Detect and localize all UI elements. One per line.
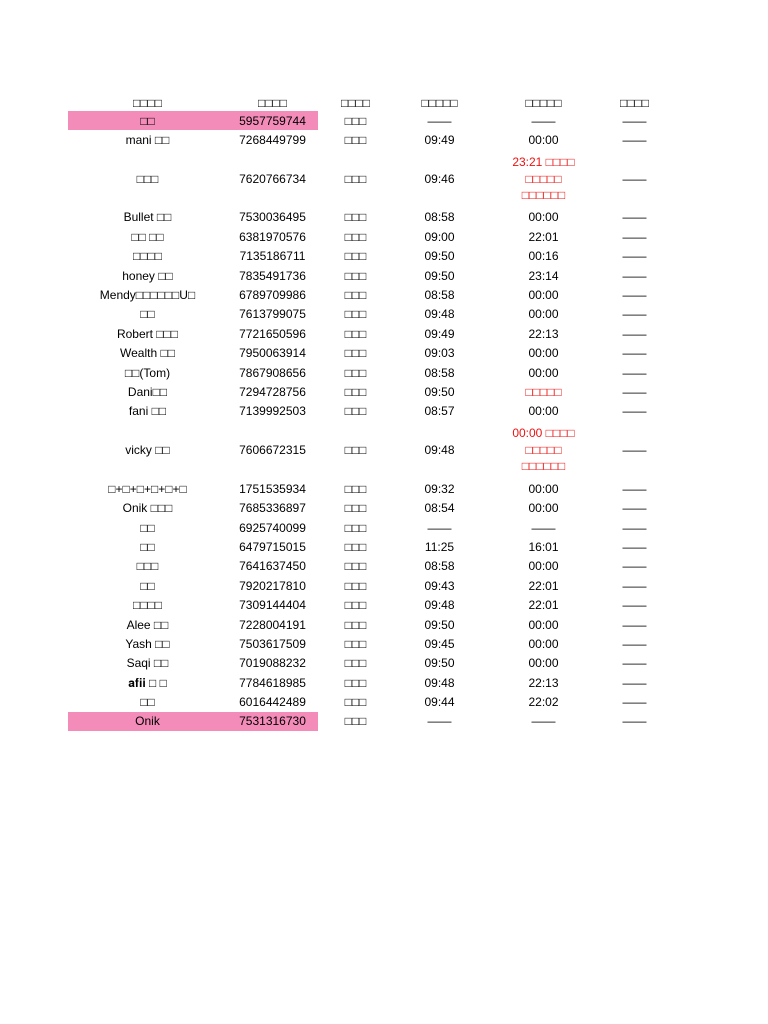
cell-note: —— xyxy=(622,656,647,671)
checkout-line: 22:02 xyxy=(528,695,559,710)
cell-note: —— xyxy=(622,346,647,361)
cell-checkout xyxy=(486,305,601,324)
cell-checkin: 09:00 xyxy=(424,229,455,244)
checkout-line: 00:00 xyxy=(528,481,559,496)
cell-id: 7268449799 xyxy=(239,133,306,148)
cell-name: □□□□ xyxy=(133,598,162,613)
table-row xyxy=(68,673,668,692)
cell-checkin: 09:50 xyxy=(424,656,455,671)
cell-name: Wealth □□ xyxy=(120,346,175,361)
cell-id: 7867908656 xyxy=(239,365,306,380)
cell-checkout xyxy=(486,130,601,149)
cell-checkin: 09:50 xyxy=(424,384,455,399)
checkout-line: □□□□□ xyxy=(525,442,562,457)
cell-status: □□□ xyxy=(344,133,367,148)
cell-checkout xyxy=(486,402,601,421)
cell-checkin: 09:50 xyxy=(424,249,455,264)
cell-status: □□□ xyxy=(344,113,367,128)
cell-checkout xyxy=(486,363,601,382)
cell-checkin: 09:48 xyxy=(424,598,455,613)
checkout-line: 00:00 xyxy=(528,288,559,303)
table-row xyxy=(68,576,668,595)
cell-status: □□□ xyxy=(344,520,367,535)
table-row xyxy=(68,615,668,634)
checkout-line: □□□□□ xyxy=(525,384,562,399)
cell-id: 7721650596 xyxy=(239,326,306,341)
cell-checkin: 09:46 xyxy=(424,171,455,186)
cell-note: —— xyxy=(622,249,647,264)
cell-id: 7920217810 xyxy=(239,578,306,593)
cell-name: Bullet □□ xyxy=(123,210,172,225)
checkout-line: 00:00 xyxy=(528,365,559,380)
cell-checkout xyxy=(486,382,601,401)
cell-name: 𝐚𝐟𝐢𝐢 □ □ xyxy=(128,675,167,690)
cell-checkout xyxy=(486,654,601,673)
cell-status: □□□ xyxy=(344,617,367,632)
cell-checkout xyxy=(486,150,601,208)
cell-id: 7135186711 xyxy=(239,249,306,264)
cell-id: 6381970576 xyxy=(239,229,306,244)
cell-checkout xyxy=(486,285,601,304)
cell-status: □□□ xyxy=(344,443,367,458)
cell-status: □□□ xyxy=(344,346,367,361)
cell-name: Onik □□□ xyxy=(122,501,173,516)
cell-name: □□ xyxy=(140,520,155,535)
cell-id: 7530036495 xyxy=(239,210,306,225)
cell-checkout xyxy=(486,266,601,285)
cell-note: —— xyxy=(622,307,647,322)
cell-status: □□□ xyxy=(344,636,367,651)
cell-name: □□□□ xyxy=(133,249,162,264)
cell-checkin: 09:32 xyxy=(424,481,455,496)
table-row xyxy=(68,344,668,363)
checkout-line: —— xyxy=(531,113,556,128)
cell-status: □□□ xyxy=(344,695,367,710)
cell-id: 7784618985 xyxy=(239,675,306,690)
cell-note: —— xyxy=(622,539,647,554)
cell-checkin: 09:43 xyxy=(424,578,455,593)
cell-name: □□ xyxy=(68,111,227,130)
checkout-line: 00:00 xyxy=(528,404,559,419)
cell-checkin: 09:50 xyxy=(424,617,455,632)
cell-id: 7835491736 xyxy=(239,268,306,283)
cell-status: □□□ xyxy=(344,210,367,225)
cell-note: —— xyxy=(622,288,647,303)
cell-status: □□□ xyxy=(344,307,367,322)
cell-id: 7139992503 xyxy=(239,404,306,419)
cell-checkout xyxy=(486,498,601,517)
cell-checkout xyxy=(486,692,601,711)
cell-checkout xyxy=(486,615,601,634)
checkout-line: 00:00 xyxy=(528,636,559,651)
cell-status: □□□ xyxy=(344,384,367,399)
cell-note: —— xyxy=(622,481,647,496)
cell-name: □□ xyxy=(140,695,155,710)
cell-checkout xyxy=(486,479,601,498)
cell-checkout xyxy=(486,247,601,266)
cell-id: 7019088232 xyxy=(239,656,306,671)
cell-status: □□□ xyxy=(344,578,367,593)
cell-checkin: 09:45 xyxy=(424,636,455,651)
cell-note: —— xyxy=(622,365,647,380)
cell-checkin: 08:58 xyxy=(424,288,455,303)
cell-note: —— xyxy=(622,384,647,399)
checkout-line: 00:00 xyxy=(528,210,559,225)
cell-checkin: 09:03 xyxy=(424,346,455,361)
checkout-line: 00:00 xyxy=(528,559,559,574)
cell-id: 7309144404 xyxy=(239,598,306,613)
cell-checkin: 11:25 xyxy=(424,539,455,554)
checkout-line: 22:01 xyxy=(528,229,559,244)
checkout-line: 00:00 xyxy=(528,501,559,516)
cell-checkout xyxy=(486,208,601,227)
table-row xyxy=(68,305,668,324)
header-checkout: □□□□□ xyxy=(525,95,562,110)
cell-checkin: 09:50 xyxy=(424,268,455,283)
cell-name: Dani□□ xyxy=(127,384,168,399)
table-row xyxy=(68,537,668,556)
cell-note: —— xyxy=(622,113,647,128)
cell-checkin: 08:57 xyxy=(424,404,455,419)
table-row xyxy=(68,324,668,343)
checkout-line: □□□□□□ xyxy=(521,459,566,474)
table-row xyxy=(68,421,668,479)
cell-note: —— xyxy=(622,695,647,710)
cell-checkin: 08:58 xyxy=(424,559,455,574)
cell-name: fani □□ xyxy=(128,404,167,419)
checkout-line: 00:00 □□□□ xyxy=(512,426,575,441)
cell-note: —— xyxy=(622,171,647,186)
table-header xyxy=(68,94,668,111)
cell-id: 6789709986 xyxy=(239,288,306,303)
cell-status: □□□ xyxy=(344,559,367,574)
cell-name: □□ □□ xyxy=(131,229,164,244)
cell-name: □□ xyxy=(140,578,155,593)
cell-note: —— xyxy=(622,404,647,419)
cell-status: □□□ xyxy=(344,539,367,554)
cell-name: Saqi □□ xyxy=(126,656,169,671)
cell-checkout xyxy=(486,673,601,692)
cell-name: □+□+□+□+□+□ xyxy=(108,481,187,496)
table-row xyxy=(68,208,668,227)
cell-note: —— xyxy=(622,268,647,283)
cell-checkout xyxy=(486,557,601,576)
cell-name: □□□ xyxy=(136,171,159,186)
cell-note: —— xyxy=(622,617,647,632)
table-row xyxy=(68,402,668,421)
checkout-line: 22:01 xyxy=(528,578,559,593)
cell-status: □□□ xyxy=(344,288,367,303)
cell-note: —— xyxy=(622,559,647,574)
cell-id: 7294728756 xyxy=(239,384,306,399)
table-row xyxy=(68,557,668,576)
cell-checkout xyxy=(486,518,601,537)
cell-id: 7503617509 xyxy=(239,636,306,651)
cell-id: 7613799075 xyxy=(239,307,306,322)
cell-checkout xyxy=(486,227,601,246)
table-row xyxy=(68,498,668,517)
table-row xyxy=(68,692,668,711)
cell-id: 7950063914 xyxy=(239,346,306,361)
cell-name: □□ xyxy=(140,539,155,554)
table-row xyxy=(68,247,668,266)
checkout-line: —— xyxy=(531,714,556,729)
table-row xyxy=(68,382,668,401)
checkout-line: □□□□□□ xyxy=(521,188,566,203)
table-row xyxy=(68,227,668,246)
table-row xyxy=(68,266,668,285)
cell-checkin: 09:48 xyxy=(424,675,455,690)
cell-id: 6016442489 xyxy=(239,695,306,710)
checkout-line: □□□□□ xyxy=(525,171,562,186)
cell-status: □□□ xyxy=(344,714,367,729)
cell-checkin: —— xyxy=(427,113,452,128)
cell-note: —— xyxy=(622,636,647,651)
checkout-line: 23:21 □□□□ xyxy=(512,155,575,170)
cell-status: □□□ xyxy=(344,365,367,380)
cell-name: honey □□ xyxy=(122,268,173,283)
header-checkin: □□□□□ xyxy=(421,95,458,110)
cell-id: 7620766734 xyxy=(239,171,306,186)
cell-checkin: 09:44 xyxy=(424,695,455,710)
cell-id: 5957759744 xyxy=(227,111,318,130)
cell-checkout xyxy=(486,576,601,595)
cell-name: Mendy□□□□□□U□ xyxy=(99,288,196,303)
table-row xyxy=(68,595,668,614)
cell-status: □□□ xyxy=(344,229,367,244)
checkout-line: 23:14 xyxy=(528,268,559,283)
cell-checkin: —— xyxy=(427,520,452,535)
cell-note: —— xyxy=(622,520,647,535)
checkout-line: 22:13 xyxy=(528,675,559,690)
cell-name: Yash □□ xyxy=(125,636,170,651)
checkout-line: 00:00 xyxy=(528,656,559,671)
cell-note: —— xyxy=(622,133,647,148)
cell-name: vicky □□ xyxy=(125,443,170,458)
checkout-line: 22:01 xyxy=(528,598,559,613)
cell-status: □□□ xyxy=(344,171,367,186)
cell-checkin: —— xyxy=(427,714,452,729)
table-row xyxy=(68,479,668,498)
cell-name: □□ xyxy=(140,307,155,322)
cell-status: □□□ xyxy=(344,481,367,496)
cell-checkout xyxy=(486,537,601,556)
cell-name: Alee □□ xyxy=(126,617,169,632)
cell-checkout xyxy=(486,595,601,614)
cell-note: —— xyxy=(622,501,647,516)
table-body xyxy=(68,111,668,731)
cell-note: —— xyxy=(622,326,647,341)
header-note: □□□□ xyxy=(620,95,649,110)
table-row xyxy=(68,634,668,653)
cell-note: —— xyxy=(622,675,647,690)
cell-status: □□□ xyxy=(344,656,367,671)
cell-checkout xyxy=(486,712,601,731)
cell-checkout xyxy=(486,324,601,343)
cell-note: —— xyxy=(622,443,647,458)
cell-status: □□□ xyxy=(344,501,367,516)
table-row xyxy=(68,150,668,208)
cell-name: □□□ xyxy=(136,559,159,574)
cell-checkin: 09:48 xyxy=(424,307,455,322)
cell-name: □□(Tom) xyxy=(124,365,171,380)
checkout-line: 22:13 xyxy=(528,326,559,341)
header-id: □□□□ xyxy=(258,95,287,110)
checkout-line: 00:00 xyxy=(528,617,559,632)
cell-checkin: 09:48 xyxy=(424,443,455,458)
cell-status: □□□ xyxy=(344,249,367,264)
table-row xyxy=(68,518,668,537)
cell-note: —— xyxy=(622,210,647,225)
cell-id: 7685336897 xyxy=(239,501,306,516)
cell-name: Onik xyxy=(68,712,227,731)
cell-id: 7531316730 xyxy=(227,712,318,731)
checkout-line: 00:16 xyxy=(528,249,559,264)
checkout-line: 00:00 xyxy=(528,133,559,148)
cell-checkout xyxy=(486,421,601,479)
cell-note: —— xyxy=(622,229,647,244)
cell-checkout xyxy=(486,111,601,130)
table-row xyxy=(68,130,668,149)
header-name: □□□□ xyxy=(133,95,162,110)
cell-checkout xyxy=(486,634,601,653)
cell-name: mani □□ xyxy=(125,133,170,148)
table-row xyxy=(68,285,668,304)
checkout-line: 00:00 xyxy=(528,307,559,322)
table-row xyxy=(68,654,668,673)
attendance-table xyxy=(68,94,668,731)
cell-status: □□□ xyxy=(344,268,367,283)
cell-id: 7606672315 xyxy=(239,443,306,458)
cell-note: —— xyxy=(622,714,647,729)
table-row xyxy=(68,111,668,130)
cell-status: □□□ xyxy=(344,675,367,690)
checkout-line: —— xyxy=(531,520,556,535)
header-status: □□□□ xyxy=(341,95,370,110)
checkout-line: 00:00 xyxy=(528,346,559,361)
checkout-line: 16:01 xyxy=(528,539,559,554)
cell-checkin: 08:54 xyxy=(424,501,455,516)
cell-status: □□□ xyxy=(344,598,367,613)
table-row xyxy=(68,363,668,382)
cell-name: Robert □□□ xyxy=(116,326,179,341)
cell-checkin: 08:58 xyxy=(424,210,455,225)
cell-status: □□□ xyxy=(344,404,367,419)
cell-status: □□□ xyxy=(344,326,367,341)
cell-checkout xyxy=(486,344,601,363)
cell-note: —— xyxy=(622,578,647,593)
cell-id: 1751535934 xyxy=(239,481,306,496)
cell-checkin: 09:49 xyxy=(424,133,455,148)
table-row xyxy=(68,712,668,731)
cell-checkin: 09:49 xyxy=(424,326,455,341)
cell-note: —— xyxy=(622,598,647,613)
cell-id: 6925740099 xyxy=(239,520,306,535)
cell-id: 7641637450 xyxy=(239,559,306,574)
cell-id: 7228004191 xyxy=(239,617,306,632)
cell-id: 6479715015 xyxy=(239,539,306,554)
cell-checkin: 08:58 xyxy=(424,365,455,380)
